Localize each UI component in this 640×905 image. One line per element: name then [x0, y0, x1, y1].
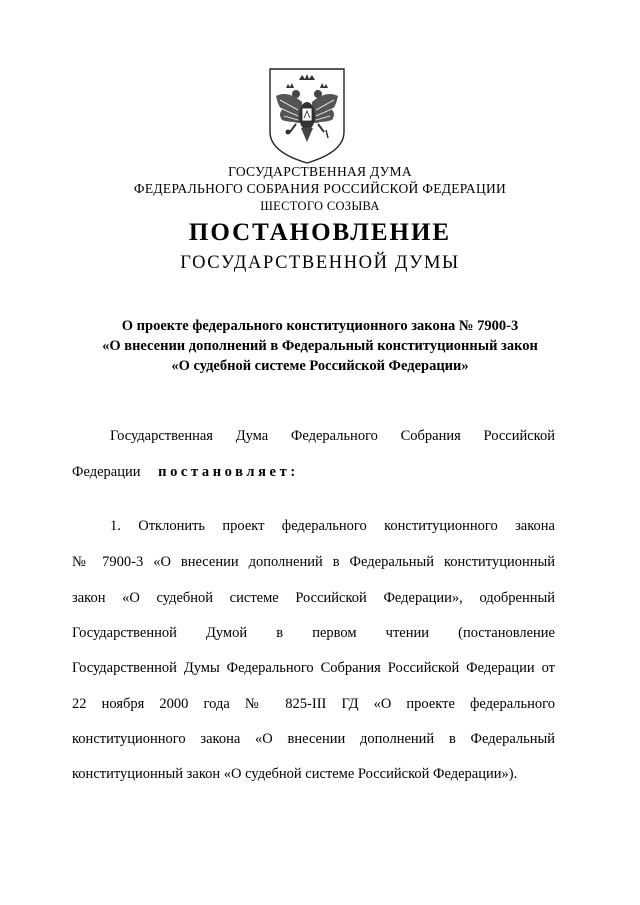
paragraph-1-line-2: № 7900-3 «О внесении дополнений в Федеральный конституционный: [72, 554, 555, 570]
paragraph-1-line-7: конституционного закона «О внесении дополнений в Федеральный: [72, 731, 555, 747]
issuer-header-line-3: ШЕСТОГО СОЗЫВА: [260, 199, 380, 213]
preamble-line-2: [72, 464, 555, 481]
issuer-header-line-2: ФЕДЕРАЛЬНОГО СОБРАНИЯ РОССИЙСКОЙ ФЕДЕРАЦИИ: [133, 181, 507, 196]
preamble-line-1: Государственная Дума Федерального Собрания Российской: [110, 428, 555, 444]
document-issuer-title: ГОСУДАРСТВЕННОЙ ДУМЫ: [180, 253, 460, 273]
subject-line-3: «О судебной системе Российской Федерации»: [171, 358, 469, 374]
state-emblem-icon: [266, 66, 348, 166]
paragraph-1-line-3: закон «О судебной системе Российской Федерации», одобренный: [72, 590, 555, 606]
subject-line-1: О проекте федерального конституционного закона № 7900-3: [121, 318, 519, 334]
paragraph-1-line-8: конституционный закон «О судебной системе Российской Федерации»).: [72, 766, 518, 782]
paragraph-1-line-1: 1. Отклонить проект федерального конституционного закона: [110, 518, 555, 534]
paragraph-1-line-5: Государственной Думы Федерального Собрания Российской Федерации от: [72, 660, 555, 676]
document-type-title: ПОСТАНОВЛЕНИЕ: [188, 219, 452, 246]
subject-line-2: «О внесении дополнений в Федеральный конституционный закон: [102, 338, 538, 354]
paragraph-1-line-6: 22 ноября 2000 года № 825-III ГД «О проекте федерального: [72, 696, 555, 712]
issuer-header-line-1: ГОСУДАРСТВЕННАЯ ДУМА: [228, 164, 412, 179]
preamble-federation-word: Федерации: [72, 464, 141, 480]
preamble-resolves-word: постановляет:: [158, 464, 299, 480]
paragraph-1-line-4: Государственной Думой в первом чтении (постановление: [72, 625, 555, 641]
